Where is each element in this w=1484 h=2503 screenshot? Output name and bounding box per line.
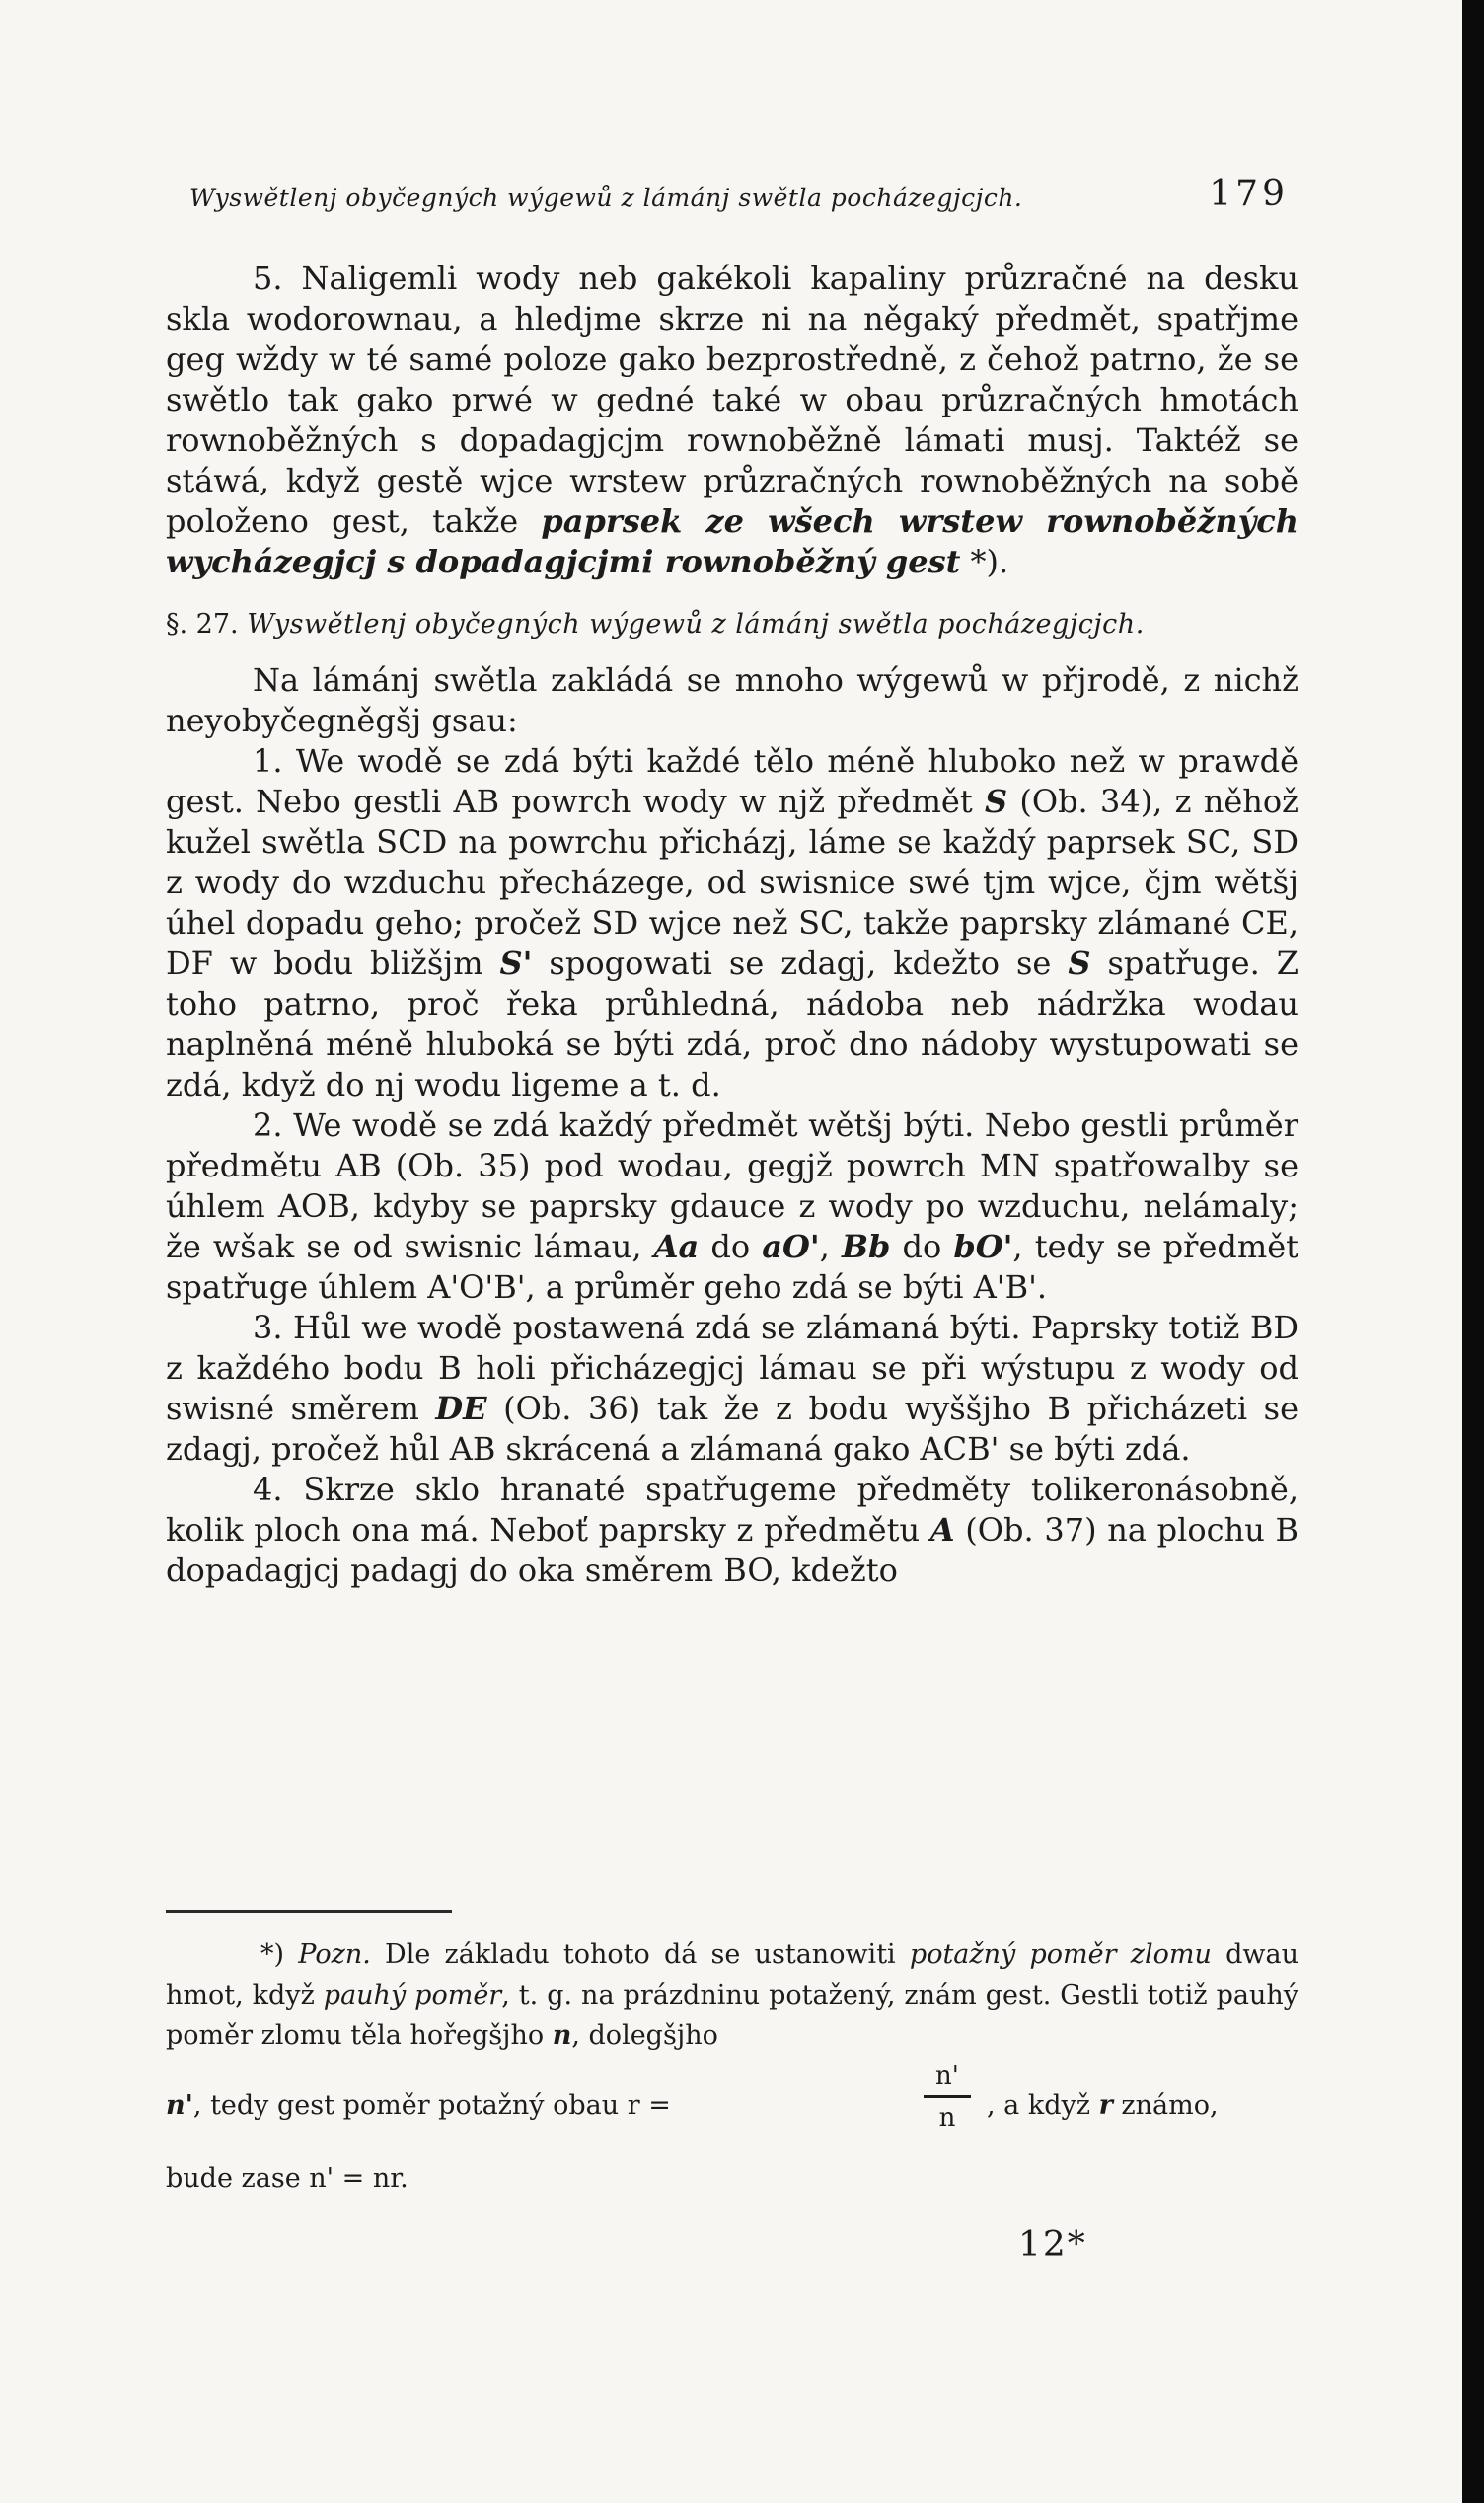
list-item-1-text-2: (Ob. 34), z něhož kužel swětla SCD na powrchu přicházj, láme se každý paprsek SC, SD z wody do wzduchu přecházege, od swisnice swé tjm wjce, čjm wětšj úhel dopadu geho; pročež SD wjce než SC, takže paprsky zlámané CE, DF w bodu bližšjm: [166, 783, 1299, 982]
variable-s-2: S: [1068, 945, 1091, 982]
paragraph-5-text: 5. Naligemli wody neb gakékoli kapaliny průzračné na desku skla wodorownau, a hledjme skrze ni na něgaký předmět, spatřjme geg wždy w té samé poloze gako bezprostředně, z čehož patrno, že se swětlo tak gako prwé w gedné také w obau průzračných hmotách rownoběžných s dopadagjcjm rownoběžně lámati musj. Taktéž se stáwá, když gestě wjce wrstew průzračných rownoběžných na sobě položeno gest, takže: [166, 260, 1298, 540]
section-heading: [166, 604, 1298, 645]
footnote-last-line: bude zase n' = nr.: [166, 2163, 408, 2194]
variable-ao: aO': [762, 1228, 820, 1265]
list-item-1-text-4: spatřuge. Z toho patrno, proč řeka průhledná, nádoba neb nádržka wodau naplněná méně hluboká se býti zdá, proč dno nádoby wystupowati se zdá, když do nj wodu ligeme a t. d.: [166, 945, 1298, 1103]
list-item-2: [166, 1105, 1298, 1308]
footnote-text-7: známo,: [1112, 2090, 1219, 2121]
running-head: [166, 174, 1298, 223]
footnote-variable-r: r: [1098, 2090, 1113, 2121]
list-item-2-do-1: do: [699, 1228, 763, 1265]
running-head-title: Wyswětlenj obyčegných wýgewů z lámánj swětla pocházegjcjch.: [189, 184, 1023, 212]
main-text: [166, 259, 1298, 1591]
printer-signature: 12*: [1018, 2225, 1087, 2265]
footnote: [166, 1934, 1298, 2199]
list-item-2-text-2: , tedy se předmět spatřuge úhlem A'O'B', a průměr geho zdá se býti A'B'.: [166, 1228, 1299, 1306]
list-item-3-text: Hůl we wodě postawená zdá se zlámaná býti. Paprsky totiž BD z každého bodu B holi přicházegjcj lámau se při wýstupu z wody od swisné směrem: [166, 1309, 1299, 1427]
footnote-text-3: , t. g. na prázdninu potažený, znám gest. Gestli totiž pauhý poměr zlomu těla hořegšjho: [166, 1980, 1298, 2051]
section-title: Wyswětlenj obyčegných wýgewů z lámánj swětla pocházegjcjch.: [247, 609, 1145, 640]
list-item-3-text-2: (Ob. 36) tak že z bodu wyššjho B přicházeti se zdagj, pročež hůl AB skrácená a zlámaná gako ACB' se býti zdá.: [166, 1390, 1298, 1468]
footnote-divider: [166, 1910, 452, 1913]
fraction-numerator: n': [935, 2061, 959, 2090]
variable-s-prime: S': [499, 945, 533, 982]
list-item-2-text: We wodě se zdá každý předmět wětšj býti. Nebo gestli průměr předmětu AB (Ob. 35) pod wodau, gegjž powrch MN spatřowalby se úhlem AOB, kdyby se paprsky gdauce z wody po wzduchu, nelámaly; že wšak se od swisnic lámau,: [166, 1106, 1299, 1265]
variable-de: DE: [435, 1390, 487, 1427]
paragraph-5: [166, 259, 1298, 582]
footnote-term-2: pauhý poměr: [323, 1980, 502, 2010]
list-item-1-text: We wodě se zdá býti každé tělo méně hluboko než w prawdě gest. Nebo gestli AB powrch wody w njž předmět: [166, 742, 1299, 820]
variable-a: A: [929, 1511, 955, 1549]
list-item-3-number: 3.: [253, 1309, 283, 1346]
footnote-text-1: Dle základu tohoto dá se ustanowiti: [370, 1939, 910, 1970]
scan-edge: [1462, 0, 1484, 2503]
paragraph-5-end: *).: [960, 543, 1009, 580]
list-item-1-text-3: spogowati se zdagj, kdežto se: [532, 945, 1069, 982]
formula-right: [987, 2086, 1219, 2126]
footnote-mark: *): [260, 1939, 285, 1970]
footnote-text-5: , tedy gest poměr potažný obau r =: [192, 2090, 671, 2121]
paragraph-5-emphasis: paprsek ze wšech wrstew rownoběžných wycházegjcj s dopadagjcjmi rownoběžný gest: [166, 502, 1299, 580]
variable-aa: Aa: [653, 1228, 700, 1265]
list-item-1-number: 1.: [253, 742, 283, 780]
list-item-1: [166, 741, 1298, 1105]
list-item-4-text: Skrze sklo hranaté spatřugeme předměty tolikeronásobně, kolik ploch ona má. Neboť paprsky z předmětu: [166, 1471, 1298, 1549]
footnote-variable-n-prime: n': [166, 2090, 193, 2121]
fraction: [926, 2056, 969, 2138]
formula-left: [166, 2086, 671, 2126]
section-number: §. 27.: [166, 609, 239, 640]
list-item-4-number: 4.: [253, 1471, 283, 1508]
footnote-text-2: dwau hmot, když: [166, 1939, 1298, 2010]
footnote-text-4: , dolegšjho: [571, 2020, 718, 2051]
list-item-2-number: 2.: [253, 1106, 283, 1144]
footnote-term-1: potažný poměr zlomu: [909, 1939, 1212, 1970]
formula-line: [166, 2056, 1298, 2153]
list-item-2-comma: ,: [819, 1228, 842, 1265]
list-item-4-text-2: (Ob. 37) na plochu B dopadagjcj padagj do oka směrem BO, kdežto: [166, 1511, 1299, 1589]
variable-s: S: [984, 783, 1008, 820]
list-item-4: [166, 1470, 1298, 1591]
variable-bb: Bb: [841, 1228, 891, 1265]
footnote-body: [166, 1934, 1298, 2056]
footnote-text-6: , a když: [987, 2090, 1099, 2121]
list-item-2-do-2: do: [890, 1228, 954, 1265]
page-number: 179: [1209, 174, 1289, 214]
fraction-denominator: n: [938, 2103, 956, 2133]
footnote-abbreviation: Pozn.: [298, 1939, 371, 1970]
variable-bo: bO': [953, 1228, 1013, 1265]
footnote-variable-n: n: [552, 2020, 572, 2051]
intro-paragraph: Na lámánj swětla zakládá se mnoho wýgewů w přjrodě, z nichž neyobyčegněgšj gsau:: [166, 661, 1298, 739]
list-item-3: [166, 1308, 1298, 1470]
